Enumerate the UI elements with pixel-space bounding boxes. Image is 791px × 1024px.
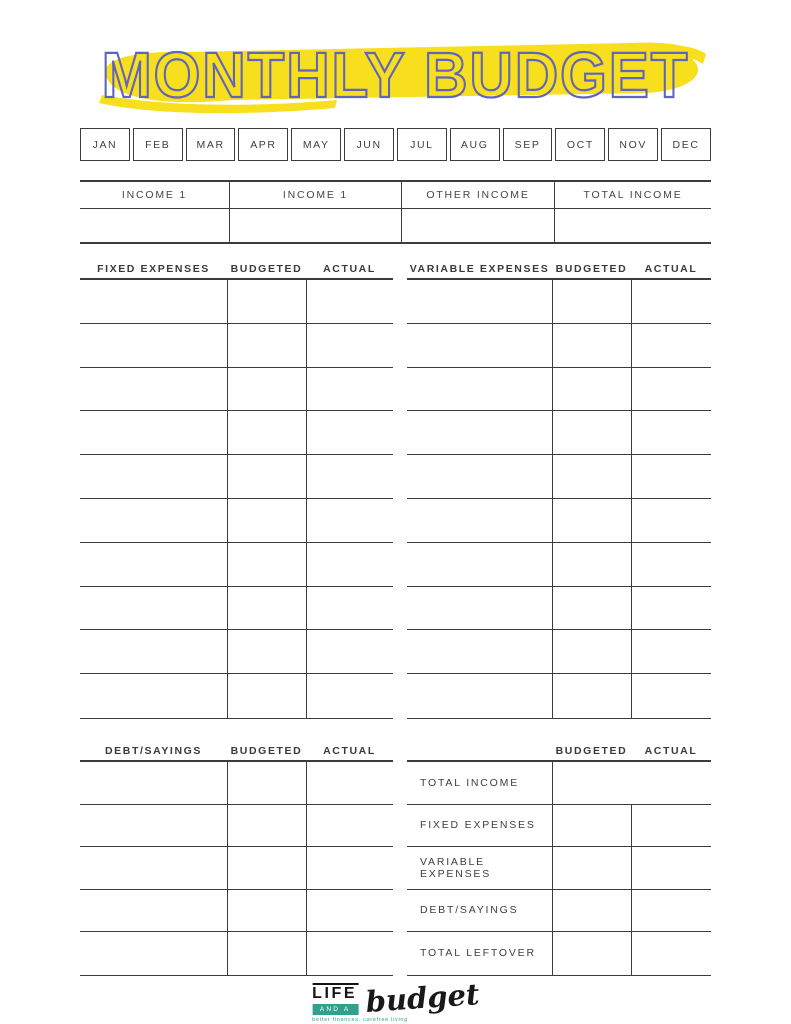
budgeted-column-header: BUDGETED: [555, 744, 628, 757]
table-row: [80, 543, 393, 587]
budgeted-cell[interactable]: [227, 280, 306, 323]
budgeted-cell[interactable]: [227, 587, 306, 630]
actual-cell[interactable]: [631, 324, 711, 367]
budgeted-cell[interactable]: [227, 543, 306, 586]
expense-name-cell[interactable]: [80, 499, 227, 542]
table-row: [407, 280, 711, 324]
actual-cell[interactable]: [306, 324, 393, 367]
month-cell[interactable]: FEB: [133, 128, 183, 161]
actual-cell[interactable]: [306, 890, 393, 932]
budgeted-cell[interactable]: [227, 411, 306, 454]
month-cell[interactable]: JUN: [344, 128, 394, 161]
month-cell[interactable]: DEC: [661, 128, 711, 161]
budgeted-column-header: BUDGETED: [230, 262, 303, 275]
table-row: [407, 762, 711, 805]
month-cell[interactable]: OCT: [555, 128, 605, 161]
brand-logo-left: [312, 981, 360, 1015]
month-cell[interactable]: MAR: [186, 128, 236, 161]
expense-name-cell[interactable]: [407, 499, 552, 542]
expense-name-cell[interactable]: [80, 847, 227, 889]
month-cell[interactable]: MAY: [291, 128, 341, 161]
expense-name-cell[interactable]: [80, 324, 227, 367]
table-row: [407, 630, 711, 674]
logo-budget-script: budget: [363, 977, 480, 1020]
actual-cell[interactable]: [306, 455, 393, 498]
actual-cell[interactable]: [306, 847, 393, 889]
table-row: [407, 847, 711, 890]
actual-column-header: ACTUAL: [644, 744, 698, 757]
logo-tagline: better finances. carefree living: [312, 1017, 408, 1024]
budgeted-cell[interactable]: [227, 805, 306, 847]
budgeted-cell[interactable]: [552, 805, 631, 847]
expense-name-cell[interactable]: [80, 543, 227, 586]
income-entry-cell[interactable]: [80, 209, 229, 242]
page-header: [0, 38, 791, 116]
month-cell[interactable]: JAN: [80, 128, 130, 161]
table-row: [407, 674, 711, 718]
budgeted-cell[interactable]: [227, 630, 306, 673]
budgeted-cell[interactable]: [552, 890, 631, 932]
budgeted-cell[interactable]: [227, 368, 306, 411]
income-entry-cell[interactable]: [401, 209, 554, 242]
summary-rows: [407, 760, 711, 976]
budgeted-column-header: BUDGETED: [555, 262, 628, 275]
expense-name-cell[interactable]: [80, 932, 227, 975]
actual-cell[interactable]: [306, 762, 393, 804]
month-cell[interactable]: APR: [238, 128, 288, 161]
table-row: [80, 762, 393, 805]
actual-cell[interactable]: [631, 455, 711, 498]
actual-cell[interactable]: [631, 932, 711, 975]
income-entry-cell[interactable]: [554, 209, 711, 242]
summary-table: [407, 741, 711, 976]
actual-cell[interactable]: [631, 630, 711, 673]
table-row: [80, 630, 393, 674]
budgeted-cell[interactable]: [227, 847, 306, 889]
expense-name-cell[interactable]: [407, 543, 552, 586]
expense-name-cell[interactable]: [80, 805, 227, 847]
expense-name-cell[interactable]: [80, 674, 227, 718]
actual-cell[interactable]: [306, 805, 393, 847]
budgeted-cell[interactable]: [552, 411, 631, 454]
actual-cell[interactable]: [306, 499, 393, 542]
logo-life-text: LIFE: [312, 985, 358, 1002]
brand-logo: [312, 977, 480, 1024]
budgeted-cell[interactable]: [552, 543, 631, 586]
budgeted-cell[interactable]: [227, 674, 306, 718]
table-title: VARIABLE EXPENSES: [409, 262, 550, 275]
budgeted-cell[interactable]: [227, 499, 306, 542]
actual-cell[interactable]: [306, 674, 393, 718]
expense-name-cell[interactable]: [80, 630, 227, 673]
fixed-expenses-table: [80, 259, 393, 719]
expense-name-cell[interactable]: [80, 280, 227, 323]
table-row: [80, 805, 393, 848]
budgeted-column-header: BUDGETED: [230, 744, 303, 757]
actual-column-header: ACTUAL: [323, 262, 376, 275]
table-row: [80, 847, 393, 890]
page-title: MONTHLY BUDGET: [101, 39, 690, 111]
expense-name-cell[interactable]: [407, 368, 552, 411]
budgeted-cell[interactable]: [552, 368, 631, 411]
expense-name-cell[interactable]: [407, 411, 552, 454]
expense-name-cell[interactable]: [407, 674, 552, 718]
month-cell[interactable]: NOV: [608, 128, 658, 161]
actual-cell[interactable]: [306, 368, 393, 411]
budgeted-cell[interactable]: [227, 455, 306, 498]
actual-cell[interactable]: [306, 932, 393, 975]
summary-row-label: TOTAL LEFTOVER: [420, 947, 536, 960]
table-row: [80, 499, 393, 543]
table-row: [80, 280, 393, 324]
income-header: INCOME 1: [121, 189, 188, 201]
expense-name-cell[interactable]: [80, 411, 227, 454]
summary-caption: [407, 741, 711, 760]
budgeted-cell[interactable]: [552, 630, 631, 673]
table-title: DEBT/SAYINGS: [105, 744, 202, 757]
debt-savings-caption: [80, 741, 393, 760]
expense-name-cell[interactable]: [80, 762, 227, 804]
expense-name-cell[interactable]: [407, 587, 552, 630]
actual-cell[interactable]: [631, 280, 711, 323]
table-row: [407, 587, 711, 631]
table-title: FIXED EXPENSES: [97, 262, 210, 275]
table-row: [80, 674, 393, 718]
variable-expenses-caption: [407, 259, 711, 278]
logo-and-a-badge: AND A: [312, 1004, 358, 1016]
summary-row-label: DEBT/SAYINGS: [420, 904, 519, 917]
month-cell[interactable]: AUG: [450, 128, 500, 161]
table-row: [407, 411, 711, 455]
budgeted-cell[interactable]: [227, 324, 306, 367]
month-cell[interactable]: SEP: [503, 128, 553, 161]
variable-expenses-table: [407, 259, 711, 719]
table-row: [80, 368, 393, 412]
table-row: [407, 499, 711, 543]
budgeted-cell[interactable]: [227, 932, 306, 975]
expense-name-cell[interactable]: [407, 455, 552, 498]
budgeted-cell[interactable]: [552, 932, 631, 975]
summary-row-label: TOTAL INCOME: [420, 776, 519, 789]
expense-name-cell[interactable]: [407, 630, 552, 673]
table-row: [407, 890, 711, 933]
expense-name-cell[interactable]: [407, 280, 552, 323]
table-row: [407, 932, 711, 975]
income-header: OTHER INCOME: [401, 182, 554, 208]
debt-savings-rows: [80, 760, 393, 976]
expense-name-cell[interactable]: [407, 324, 552, 367]
budgeted-cell[interactable]: [552, 587, 631, 630]
actual-cell[interactable]: [306, 543, 393, 586]
actual-cell[interactable]: [306, 630, 393, 673]
budgeted-cell[interactable]: [552, 674, 631, 718]
expense-name-cell[interactable]: [80, 368, 227, 411]
expense-name-cell[interactable]: [80, 587, 227, 630]
actual-cell[interactable]: [306, 411, 393, 454]
table-row: [407, 543, 711, 587]
summary-row-label: VARIABLE EXPENSES: [420, 855, 492, 880]
variable-expenses-rows: [407, 278, 711, 719]
budgeted-cell[interactable]: [552, 324, 631, 367]
table-row: [80, 324, 393, 368]
actual-cell[interactable]: [306, 587, 393, 630]
actual-cell[interactable]: [631, 847, 711, 889]
table-row: [80, 455, 393, 499]
budgeted-cell[interactable]: [227, 762, 306, 804]
actual-cell[interactable]: [631, 762, 711, 804]
table-row: [80, 411, 393, 455]
table-row: [80, 890, 393, 933]
actual-cell[interactable]: [631, 499, 711, 542]
fixed-expenses-caption: [80, 259, 393, 278]
budgeted-cell[interactable]: [552, 847, 631, 889]
actual-cell[interactable]: [631, 674, 711, 718]
actual-cell[interactable]: [631, 890, 711, 932]
table-row: [80, 587, 393, 631]
income-header: INCOME 1: [229, 182, 401, 208]
income-header: TOTAL INCOME: [554, 182, 711, 208]
actual-column-header: ACTUAL: [323, 744, 376, 757]
fixed-expenses-rows: [80, 278, 393, 719]
budgeted-cell[interactable]: [552, 280, 631, 323]
month-cell[interactable]: JUL: [397, 128, 447, 161]
income-entry-cell[interactable]: [229, 209, 401, 242]
table-row: [407, 324, 711, 368]
table-row: [407, 368, 711, 412]
actual-cell[interactable]: [631, 368, 711, 411]
month-row: [80, 128, 711, 161]
actual-cell[interactable]: [631, 805, 711, 847]
actual-cell[interactable]: [631, 587, 711, 630]
budgeted-cell[interactable]: [552, 499, 631, 542]
table-row: [407, 805, 711, 848]
budgeted-cell[interactable]: [227, 890, 306, 932]
income-entry-row: [80, 209, 711, 242]
actual-cell[interactable]: [631, 543, 711, 586]
actual-cell[interactable]: [306, 280, 393, 323]
expense-name-cell[interactable]: [80, 890, 227, 932]
budgeted-cell[interactable]: [552, 762, 631, 804]
summary-row-label: FIXED EXPENSES: [420, 819, 536, 832]
budgeted-cell[interactable]: [552, 455, 631, 498]
debt-savings-table: [80, 741, 393, 976]
table-row: [407, 455, 711, 499]
expense-name-cell[interactable]: [80, 455, 227, 498]
income-header-row: [80, 182, 711, 209]
actual-column-header: ACTUAL: [644, 262, 698, 275]
table-row: [80, 932, 393, 975]
actual-cell[interactable]: [631, 411, 711, 454]
income-table: [80, 180, 711, 244]
